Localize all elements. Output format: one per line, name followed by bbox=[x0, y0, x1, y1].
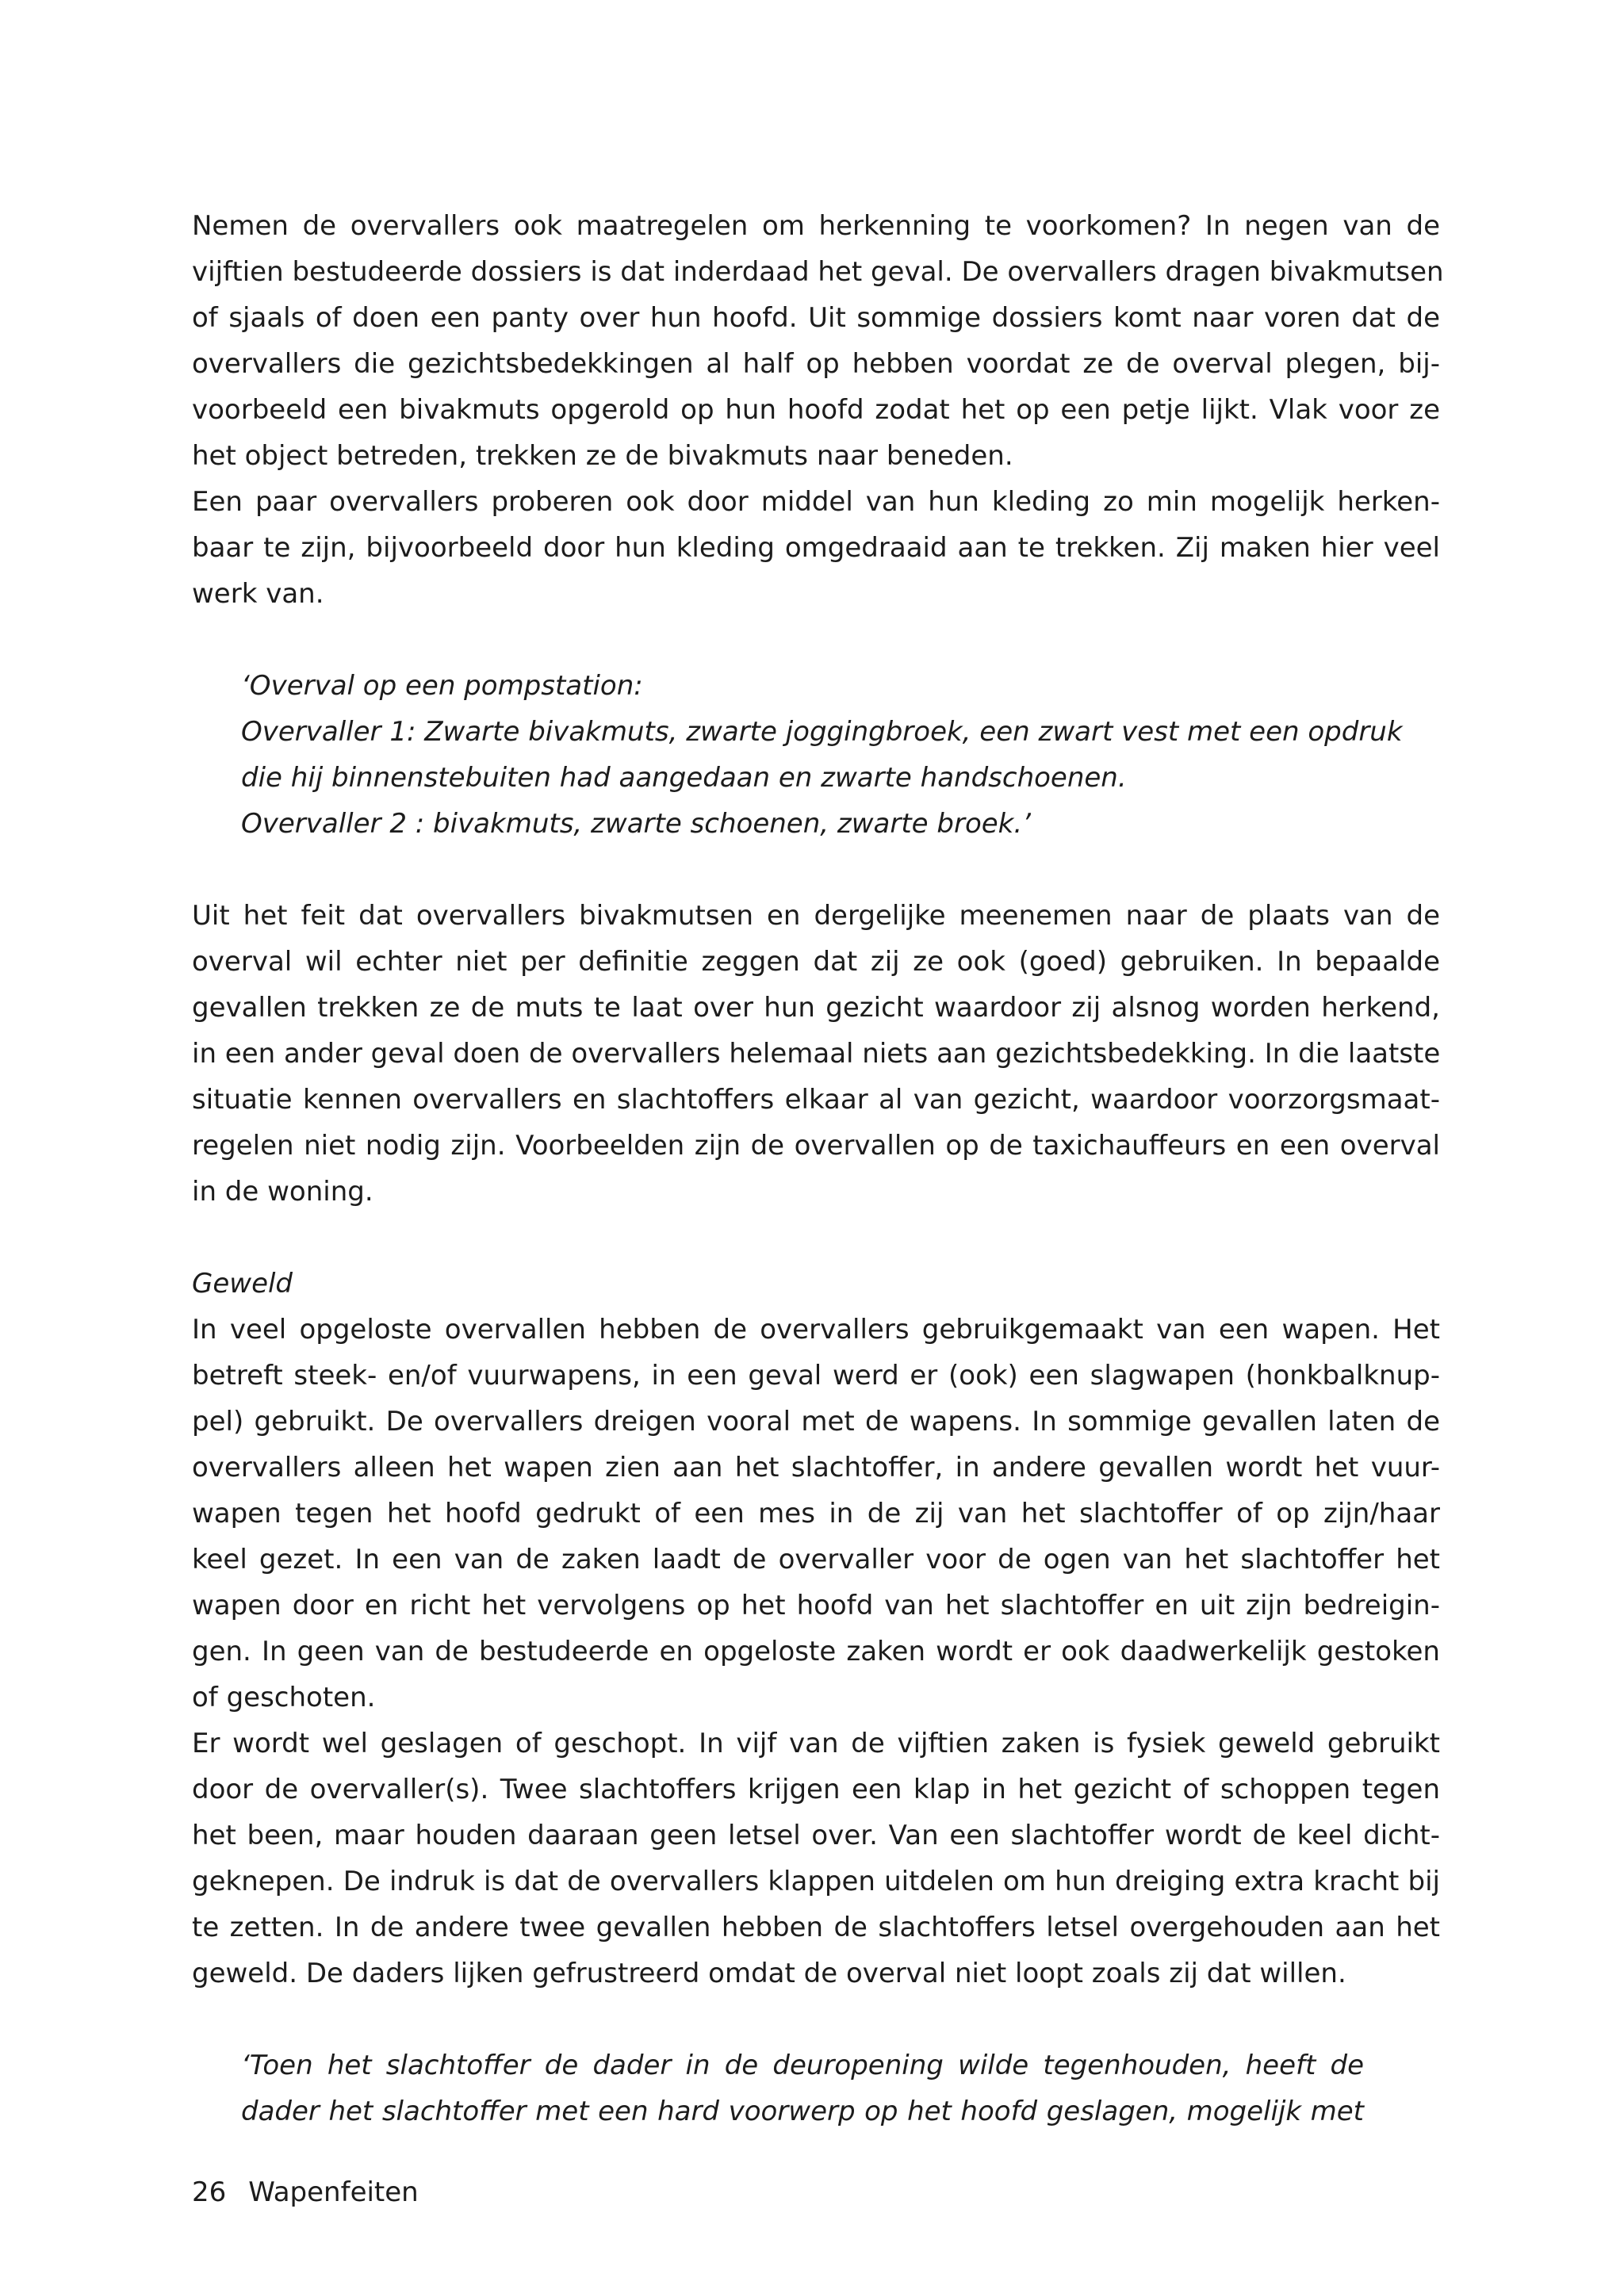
paragraph-line: situatie kennen overvallers en slachtoffers elkaar al van gezicht, waardoor voorzorgsmaat- bbox=[192, 1084, 1440, 1116]
paragraph-spacer bbox=[192, 847, 1440, 893]
paragraph-line: door de overvaller(s). Twee slachtoffers krijgen een klap in het gezicht of schoppen tegen bbox=[192, 1774, 1440, 1805]
paragraph-line: Uit het feit dat overvallers bivakmutsen en dergelijke meenemen naar de plaats van de bbox=[192, 900, 1440, 932]
quote-line: Overvaller 1: Zwarte bivakmuts, zwarte joggingbroek, een zwart vest met een opdruk bbox=[241, 716, 1403, 748]
quote-line: die hij binnenstebuiten had aangedaan en zwarte handschoenen. bbox=[241, 762, 1127, 794]
paragraph-spacer bbox=[192, 617, 1440, 663]
quote-line: ‘Toen het slachtoffer de dader in de deuropening wilde tegenhouden, heeft de bbox=[241, 2050, 1364, 2081]
paragraph-line: werk van. bbox=[192, 578, 324, 610]
paragraph-line: te zetten. In de andere twee gevallen hebben de slachtoffers letsel overgehouden aan het bbox=[192, 1912, 1440, 1943]
quote-line: Overvaller 2 : bivakmuts, zwarte schoenen, zwarte broek.’ bbox=[241, 808, 1031, 840]
page-footer bbox=[192, 2172, 419, 2212]
paragraph-spacer bbox=[192, 1996, 1440, 2042]
paragraph-line: Nemen de overvallers ook maatregelen om herkenning te voorkomen? In negen van de bbox=[192, 210, 1440, 242]
paragraph-line: gen. In geen van de bestudeerde en opgeloste zaken wordt er ook daadwerkelijk gestoken bbox=[192, 1636, 1440, 1667]
paragraph-line: wapen door en richt het vervolgens op het hoofd van het slachtoffer en uit zijn bedreigin- bbox=[192, 1590, 1440, 1621]
paragraph-line: keel gezet. In een van de zaken laadt de overvaller voor de ogen van het slachtoffer het bbox=[192, 1544, 1440, 1575]
paragraph-line: betreft steek- en/of vuurwapens, in een geval werd er (ook) een slagwapen (honkbalknup- bbox=[192, 1360, 1440, 1391]
paragraph-line: in de woning. bbox=[192, 1176, 373, 1208]
paragraph-line: voorbeeld een bivakmuts opgerold op hun hoofd zodat het op een petje lijkt. Vlak voor ze bbox=[192, 394, 1440, 426]
paragraph-line: of geschoten. bbox=[192, 1682, 376, 1713]
quote-deuropening bbox=[192, 2042, 1440, 2134]
paragraph-line: In veel opgeloste overvallen hebben de overvallers gebruikgemaakt van een wapen. Het bbox=[192, 1314, 1440, 1346]
page-number: 26 bbox=[192, 2176, 227, 2208]
paragraph-line: Er wordt wel geslagen of geschopt. In vijf van de vijftien zaken is fysiek geweld gebruikt bbox=[192, 1728, 1440, 1759]
paragraph-spacer bbox=[192, 1215, 1440, 1261]
paragraph-line: regelen niet nodig zijn. Voorbeelden zijn de overvallen op de taxichauffeurs en een overval bbox=[192, 1130, 1440, 1162]
paragraph-line: in een ander geval doen de overvallers helemaal niets aan gezichtsbedekking. In die laatste bbox=[192, 1038, 1441, 1070]
paragraph-line: Een paar overvallers proberen ook door middel van hun kleding zo min mogelijk herken- bbox=[192, 486, 1440, 518]
paragraph-line: baar te zijn, bijvoorbeeld door hun kleding omgedraaid aan te trekken. Zij maken hier veel bbox=[192, 532, 1440, 564]
paragraph-line: vijftien bestudeerde dossiers is dat inderdaad het geval. De overvallers dragen bivakmutsen bbox=[192, 256, 1444, 288]
paragraph-herkenning bbox=[192, 203, 1444, 479]
paragraph-line: geknepen. De indruk is dat de overvallers klappen uitdelen om hun dreiging extra kracht bij bbox=[192, 1866, 1440, 1897]
paragraph-line: geweld. De daders lijken gefrustreerd omdat de overval niet loopt zoals zij dat willen. bbox=[192, 1958, 1346, 1989]
paragraph-kleding bbox=[192, 479, 1440, 617]
paragraph-line: overvallers alleen het wapen zien aan het slachtoffer, in andere gevallen wordt het vuur- bbox=[192, 1452, 1440, 1483]
quote-line: ‘Overval op een pompstation: bbox=[241, 670, 643, 702]
quote-pompstation bbox=[192, 663, 1440, 847]
paragraph-bivakmutsen bbox=[192, 893, 1440, 1215]
section-heading-geweld: Geweld bbox=[192, 1268, 293, 1300]
paragraph-line: het object betreden, trekken ze de bivakmuts naar beneden. bbox=[192, 440, 1013, 472]
page-body bbox=[192, 203, 1444, 2134]
paragraph-line: of sjaals of doen een panty over hun hoofd. Uit sommige dossiers komt naar voren dat de bbox=[192, 302, 1440, 334]
publication-title: Wapenfeiten bbox=[248, 2176, 419, 2208]
paragraph-line: overvallers die gezichtsbedekkingen al half op hebben voordat ze de overval plegen, bij- bbox=[192, 348, 1440, 380]
paragraph-fysiek-geweld bbox=[192, 1721, 1440, 1996]
quote-line: dader het slachtoffer met een hard voorwerp op het hoofd geslagen, mogelijk met bbox=[241, 2096, 1364, 2127]
paragraph-line: wapen tegen het hoofd gedrukt of een mes in de zij van het slachtoffer of op zijn/haar bbox=[192, 1498, 1440, 1529]
paragraph-wapens bbox=[192, 1307, 1440, 1721]
paragraph-line: overval wil echter niet per definitie zeggen dat zij ze ook (goed) gebruiken. In bepaalde bbox=[192, 946, 1440, 978]
paragraph-line: gevallen trekken ze de muts te laat over hun gezicht waardoor zij alsnog worden herkend, bbox=[192, 992, 1440, 1024]
paragraph-line: pel) gebruikt. De overvallers dreigen vooral met de wapens. In sommige gevallen laten de bbox=[192, 1406, 1440, 1437]
paragraph-line: het been, maar houden daaraan geen letsel over. Van een slachtoffer wordt de keel dicht- bbox=[192, 1820, 1440, 1851]
